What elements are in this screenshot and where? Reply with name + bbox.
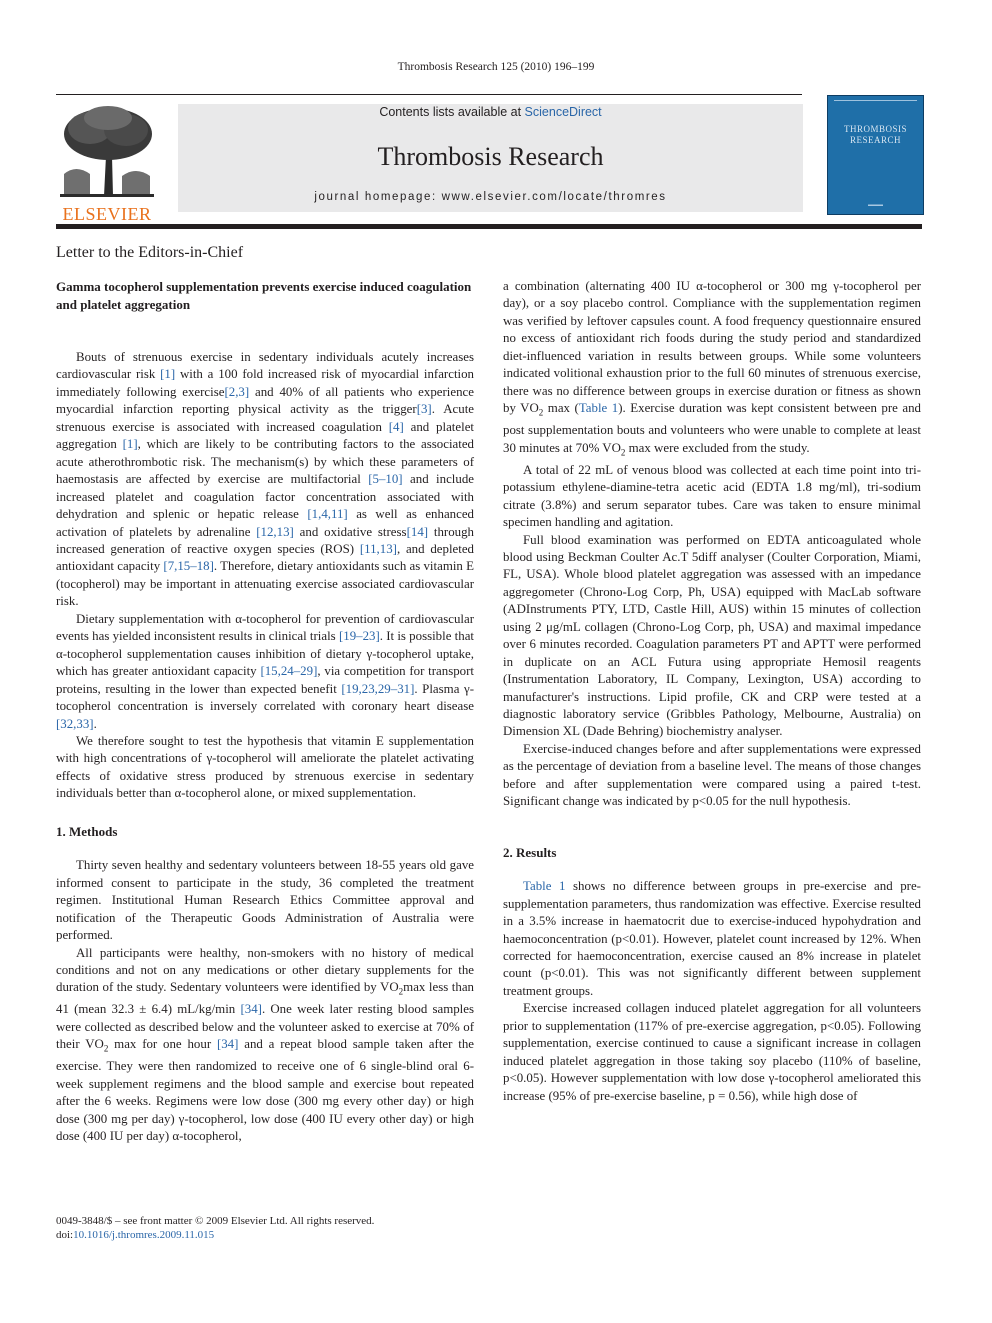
contents-line xyxy=(178,105,803,119)
subscript: 2 xyxy=(103,1043,109,1054)
running-head: Thrombosis Research 125 (2010) 196–199 xyxy=(397,61,595,73)
body-paragraph: Dietary supplementation with α-tocopherol for prevention of cardiovascular events has yielded inconsistent results in clinical trials [19–23]. It is possible that α-tocopherol supplementation causes inhibition of dietary γ-tocopherol uptake, which has greater antioxidant capacity [15,24–29], via competition for transport proteins, resulting in the lower than expected benefit [19,23,29–31]. Plasma γ-tocopherol concentration is inversely correlated with coronary heart disease [32,33]. xyxy=(56,611,474,731)
citation-link[interactable]: [19–23] xyxy=(338,629,380,644)
journal-title: Thrombosis Research xyxy=(377,142,604,171)
sciencedirect-link[interactable]: ScienceDirect xyxy=(524,105,602,119)
body-paragraph: a combination (alternating 400 IU α-tocopherol or 300 mg γ-tocopherol per day), or a soy placebo control. Compliance with the supplementation regimen was verified by leftover capsules count. A food frequency questionnaire ensured no excess of antioxidant rich foods during the study period and standardized diet-influenced variation in results between groups. While some volunteers indicated volitional exhaustion prior to the full 60 minutes of strenuous exercise, there was no difference between groups in exercise duration or fitness as shown by $VO_2$ max (Table 1). Exercise duration was kept consistent between pre and post supplementation bouts and volunteers who were unable to complete at least 30 minutes at 70% $VO_2$ max were excluded from the study. xyxy=(503,279,921,458)
subscript: 2 xyxy=(398,986,404,997)
subscript: 2 xyxy=(538,407,544,418)
elsevier-wordmark: ELSEVIER xyxy=(62,204,152,224)
body-paragraph: A total of 22 mL of venous blood was collected at each time point into tri-potassium ethylene-diamine-tetra acetic acid (EDTA 1.8 mg/ml), tri-sodium citrate (3.8%) and serum separator tubes. Care was taken to ensure minimal specimen handling and agitation. xyxy=(503,462,921,530)
article-title: Gamma tocopherol supplementation prevents exercise induced coagulation and platelet aggregation xyxy=(56,279,472,312)
masthead-banner xyxy=(178,104,803,212)
methods-continued-paragraphs xyxy=(503,278,921,811)
body-paragraph: All participants were healthy, non-smokers with no history of medical conditions and not on any medications or other dietary supplements for the duration of the study. Sedentary volunteers were identified by $VO_2\max$ less than 41 (mean 32.3 ± 6.4) mL/kg/min [34]. One week later resting blood samples were collected as described below and the volunteer asked to exercise at 70% of their $VO_2$ max for one hour [34] and a repeat blood sample taken after the exercise. They were then randomized to receive one of 6 single-blind oral 6-week supplement regimens and the blood sample and exercise bout repeated after the 6 weeks. Regimens were low dose (300 mg every other day) or high dose (300 mg per day) γ-tocopherol, low dose (400 IU every other day) or high dose (400 IU per day) α-tocopherol, xyxy=(56,945,475,1144)
journal-cover-thumbnail[interactable] xyxy=(827,95,924,215)
body-paragraph: Thirty seven healthy and sedentary volunteers between 18-55 years old gave informed consent to participate in the study, 36 completed the treatment regimen. Institutional Human Research Ethics Committee approval and notification of the Therapeutic Goods Administration of Australia were performed. xyxy=(56,858,474,943)
homepage-line xyxy=(178,191,803,203)
table-link[interactable]: Table 1 xyxy=(523,879,566,894)
citation-link[interactable]: [14] xyxy=(406,524,429,539)
issn-copyright-line: 0049-3848/$ – see front matter © 2009 Elsevier Ltd. All rights reserved. xyxy=(56,1215,375,1227)
citation-link[interactable]: [11,13] xyxy=(359,541,397,556)
results-heading: 2. Results xyxy=(503,844,557,860)
body-paragraph: Full blood examination was performed on EDTA anticoagulated whole blood using Beckman Coulter Ac.T 5diff analyser (Coulter Corporation, Miami, FL, USA). Whole blood platelet aggregation was assessed with an impedance aggregometer (Chrono-Log Corp, Ph, USA) equipped with MacLab software (ADInstruments PTY, LTD, Castle Hill, AUS) within 15 minutes of collection using 2 μg/mL collagen (Chrono-Log Corp, ph, USA) and maximal impedance over 6 minutes recorded. Coagulation parameters PT and APTT were performed in duplicate on an ACL Futura using appropriate Hemosil reagents (Instrumentation Laboratory, IL Company, Lexington, USA) according to manufacturer's instructions. Lipid profile, CK and CRP were tested at a diagnostic laboratory service (Gribbles Pathology, Melbourne, Australia) on Dimension XL (Dade Behring) biochemistry analyser. xyxy=(503,532,921,739)
cover-rule xyxy=(834,100,917,101)
body-paragraph: Exercise-induced changes before and after supplementations were expressed as the percentage of deviation from a baseline level. The means of those changes before and after supplementation were compared using a paired t-test. Significant change was indicated by p<0.05 for the null hypothesis. xyxy=(503,741,921,809)
homepage-link[interactable]: www.elsevier.com/locate/thromres xyxy=(441,191,667,203)
elsevier-tree-icon xyxy=(56,104,158,200)
cover-title-line1: THROMBOSIS xyxy=(843,124,907,134)
citation-link[interactable]: [5–10] xyxy=(368,472,403,487)
cover-footer-mark: ▬▬▬ xyxy=(868,203,883,208)
contents-prefix: Contents lists available at xyxy=(379,105,525,119)
page-footer xyxy=(56,1214,374,1242)
doi-link[interactable]: 10.1016/j.thromres.2009.11.015 xyxy=(73,1229,215,1241)
body-paragraph: Bouts of strenuous exercise in sedentary individuals acutely increases cardiovascular risk [1] with a 100 fold increased risk of myocardial infarction immediately following exercise[2,3] and 40% of all patients who experience myocardial infarction reporting physical activity as the trigger[3]. Acute strenuous exercise is associated with increased coagulation [4] and platelet aggregation [1], which are likely to be contributing factors to the associated acute atherothrombotic risk. The mechanism(s) by which these parameters of haemostasis are affected by exercise are multifactorial [5–10] and include increased platelet and coagulation factor concentration associated with dehydration and splenic or hepatic release [1,4,11] as well as enhanced activation of platelets by adrenaline [12,13] and oxidative stress[14] through increased generation of reactive oxygen species (ROS) [11,13], and depleted antioxidant capacity [7,15–18]. Therefore, dietary antioxidants such as vitamin E (tocopherol) may be important in attenuating exercise associated cardiovascular risk. xyxy=(56,350,475,609)
citation-link[interactable]: [32,33] xyxy=(56,716,94,731)
masthead-top-rule xyxy=(56,94,802,95)
citation-link[interactable]: [7,15–18] xyxy=(163,559,214,574)
right-column xyxy=(503,278,921,1105)
left-column xyxy=(56,278,474,1146)
citation-link[interactable]: [2,3] xyxy=(224,384,250,399)
subscript: 2 xyxy=(620,447,626,458)
citation-link[interactable]: [1] xyxy=(122,437,138,452)
citation-link[interactable]: [12,13] xyxy=(256,524,294,539)
table-link[interactable]: Table 1 xyxy=(578,401,619,416)
homepage-prefix: journal homepage: xyxy=(314,191,442,203)
citation-link[interactable]: [19,23,29–31] xyxy=(341,681,415,696)
body-paragraph: We therefore sought to test the hypothesis that vitamin E supplementation with high concentrations of γ-tocopherol will ameliorate the platelet activating effects of oxidative stress produced by strenuous exercise in sedentary individuals better than α-tocopherol alone, or mixed supplementation. xyxy=(56,733,474,801)
citation-link[interactable]: [3] xyxy=(416,402,432,417)
methods-paragraphs xyxy=(56,857,474,1145)
elsevier-logo[interactable] xyxy=(56,104,158,224)
body-paragraph: Table 1 shows no difference between groups in pre-exercise and pre-supplementation parameters, thus randomization was effective. Exercise resulted in a 3.5% increase in haematocrit due to exercise-induced hypohydration and haemoconcentration (p<0.01). However, platelet count increased by 12%. When corrected for haemoconcentration, exercise caused an 8% increase in platelet count (p<0.01). This was not significantly different between supplement treatment groups. xyxy=(503,879,921,998)
intro-paragraphs xyxy=(56,349,474,803)
citation-link[interactable]: [4] xyxy=(388,419,404,434)
methods-heading: 1. Methods xyxy=(56,823,118,839)
cover-title-line2: RESEARCH xyxy=(849,135,901,145)
cover-title xyxy=(828,124,923,146)
citation-link[interactable]: [34] xyxy=(240,1002,262,1017)
body-paragraph: Exercise increased collagen induced platelet aggregation for all volunteers prior to supplementation (117% of pre-exercise aggregation, p<0.05). Following supplementation, exercise continued to cause a significant increase in collagen induced platelet aggregation in those taking soy placebo (110% of baseline, p<0.05). However supplementation with low dose γ-tocopherol ameliorated this increase (95% of pre-exercise baseline, p = 0.56), while high dose of xyxy=(503,1001,921,1103)
citation-link[interactable]: [1,4,11] xyxy=(307,507,348,522)
doi-line xyxy=(56,1228,374,1242)
masthead-bottom-rule xyxy=(56,224,922,229)
doi-prefix: doi: xyxy=(56,1229,74,1241)
citation-link[interactable]: [34] xyxy=(216,1037,239,1052)
results-paragraphs xyxy=(503,878,921,1105)
citation-link[interactable]: [15,24–29] xyxy=(260,664,318,679)
article-type-label: Letter to the Editors-in-Chief xyxy=(56,244,244,261)
citation-link[interactable]: [1] xyxy=(160,367,176,382)
journal-masthead xyxy=(56,94,922,222)
